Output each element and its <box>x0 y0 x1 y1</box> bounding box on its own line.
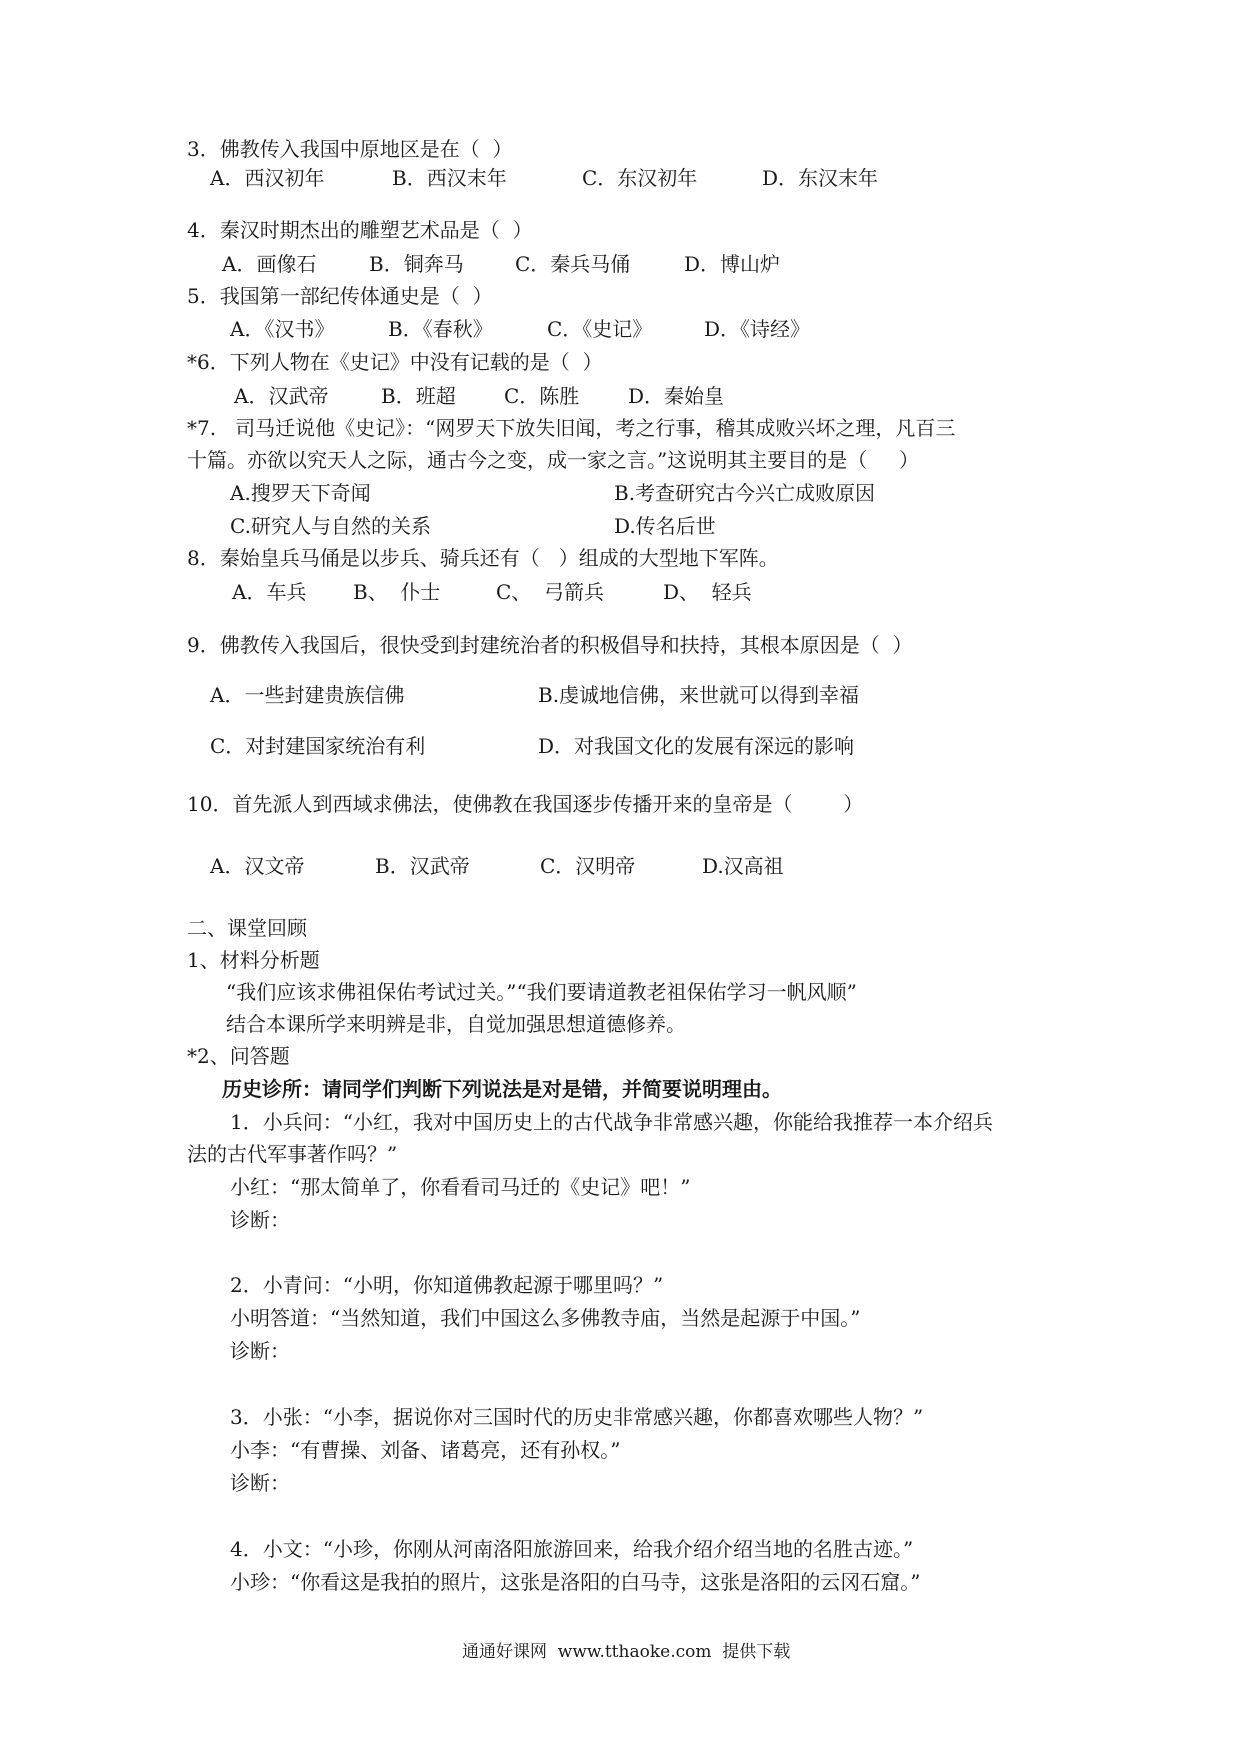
q9-option-a: A．一些封建贵族信佛 <box>210 683 405 707</box>
q8-stem: 8．秦始皇兵马俑是以步兵、骑兵还有（ ）组成的大型地下军阵。 <box>187 546 779 570</box>
q8-option-d: D、 轻兵 <box>663 580 752 604</box>
dialog4-line2: 小珍：“你看这是我拍的照片，这张是洛阳的白马寺，这张是洛阳的云冈石窟。” <box>230 1570 921 1594</box>
q8-option-a: A．车兵 <box>232 580 307 604</box>
dialog2-line1: 2．小青问：“小明，你知道佛教起源于哪里吗？” <box>230 1273 664 1297</box>
q6-stem: *6．下列人物在《史记》中没有记载的是（ ） <box>187 350 603 374</box>
q5-option-a: A．《汉书》 <box>230 317 335 341</box>
dialog1-diagnosis: 诊断： <box>230 1208 290 1232</box>
dialog4-line1: 4．小文：“小珍，你刚从河南洛阳旅游回来，给我介绍介绍当地的名胜古迹。” <box>230 1537 914 1561</box>
q10-option-d: D.汉高祖 <box>702 854 784 878</box>
material-quote: “我们应该求佛祖保佑考试过关。”“我们要请道教老祖保佑学习一帆风顺” <box>226 980 857 1004</box>
q4-option-c: C．秦兵马俑 <box>515 252 631 276</box>
material-task: 结合本课所学来明辨是非，自觉加强思想道德修养。 <box>226 1012 686 1036</box>
q5-option-d: D．《诗经》 <box>704 317 811 341</box>
q5-stem: 5．我国第一部纪传体通史是（ ） <box>187 284 493 308</box>
clinic-instruction: 历史诊所：请同学们判断下列说法是对是错，并简要说明理由。 <box>222 1077 782 1101</box>
q4-option-a: A．画像石 <box>222 252 317 276</box>
q6-option-d: D．秦始皇 <box>628 384 725 408</box>
q9-stem: 9．佛教传入我国后，很快受到封建统治者的积极倡导和扶持，其根本原因是（ ） <box>187 633 913 657</box>
q9-option-d: D．对我国文化的发展有深远的影响 <box>538 734 855 758</box>
q7-option-c: C.研究人与自然的关系 <box>230 514 431 538</box>
q10-stem: 10．首先派人到西域求佛法，使佛教在我国逐步传播开来的皇帝是（ ） <box>187 792 864 816</box>
q4-stem: 4．秦汉时期杰出的雕塑艺术品是（ ） <box>187 218 533 242</box>
q7-option-b: B.考查研究古今兴亡成败原因 <box>614 481 876 505</box>
q3-stem: 3．佛教传入我国中原地区是在（ ） <box>187 137 513 161</box>
q4-option-d: D．博山炉 <box>684 252 781 276</box>
section-title: 二、课堂回顾 <box>187 916 307 940</box>
q3-option-a: A．西汉初年 <box>210 166 325 190</box>
q6-option-c: C．陈胜 <box>504 384 580 408</box>
q5-option-c: C．《史记》 <box>547 317 653 341</box>
q8-option-b: B、 仆士 <box>353 580 441 604</box>
dialog2-line2: 小明答道：“当然知道，我们中国这么多佛教寺庙，当然是起源于中国。” <box>230 1306 861 1330</box>
qa-question-title: *2、问答题 <box>187 1044 290 1068</box>
q9-option-c: C．对封建国家统治有利 <box>210 734 426 758</box>
q7-stem-line1: *7. 司马迁说他《史记》：“网罗天下放失旧闻，考之行事，稽其成败兴坏之理，凡百三 <box>187 416 956 440</box>
q6-option-a: A．汉武帝 <box>234 384 329 408</box>
q10-option-c: C．汉明帝 <box>540 854 636 878</box>
q7-stem-line2: 十篇。亦欲以究天人之际，通古今之变，成一家之言。”这说明其主要目的是（ ） <box>187 448 920 472</box>
dialog2-diagnosis: 诊断： <box>230 1339 290 1363</box>
q7-option-d: D.传名后世 <box>614 514 716 538</box>
q8-option-c: C、 弓箭兵 <box>496 580 605 604</box>
q5-option-b: B．《春秋》 <box>388 317 493 341</box>
q4-option-b: B．铜奔马 <box>369 252 464 276</box>
q3-option-b: B．西汉末年 <box>392 166 507 190</box>
footer-download-note: 通通好课网 www.tthaoke.com 提供下载 <box>462 1642 791 1662</box>
material-question-title: 1、材料分析题 <box>187 948 320 972</box>
q10-option-a: A．汉文帝 <box>210 854 305 878</box>
q6-option-b: B．班超 <box>381 384 456 408</box>
q9-option-b: B.虔诚地信佛，来世就可以得到幸福 <box>538 683 860 707</box>
dialog3-diagnosis: 诊断： <box>230 1471 290 1495</box>
dialog3-line2: 小李：“有曹操、刘备、诸葛亮，还有孙权。” <box>230 1438 621 1462</box>
dialog1-line3: 小红：“那太简单了，你看看司马迁的《史记》吧！” <box>230 1175 691 1199</box>
dialog3-line1: 3．小张：“小李，据说你对三国时代的历史非常感兴趣，你都喜欢哪些人物？” <box>230 1405 924 1429</box>
dialog1-line1: 1．小兵问：“小红，我对中国历史上的古代战争非常感兴趣，你能给我推荐一本介绍兵 <box>230 1110 993 1134</box>
q7-option-a: A.搜罗天下奇闻 <box>230 481 371 505</box>
q3-option-d: D．东汉末年 <box>762 166 879 190</box>
dialog1-line2: 法的古代军事著作吗？” <box>187 1142 398 1166</box>
q10-option-b: B．汉武帝 <box>375 854 470 878</box>
q3-option-c: C．东汉初年 <box>582 166 698 190</box>
